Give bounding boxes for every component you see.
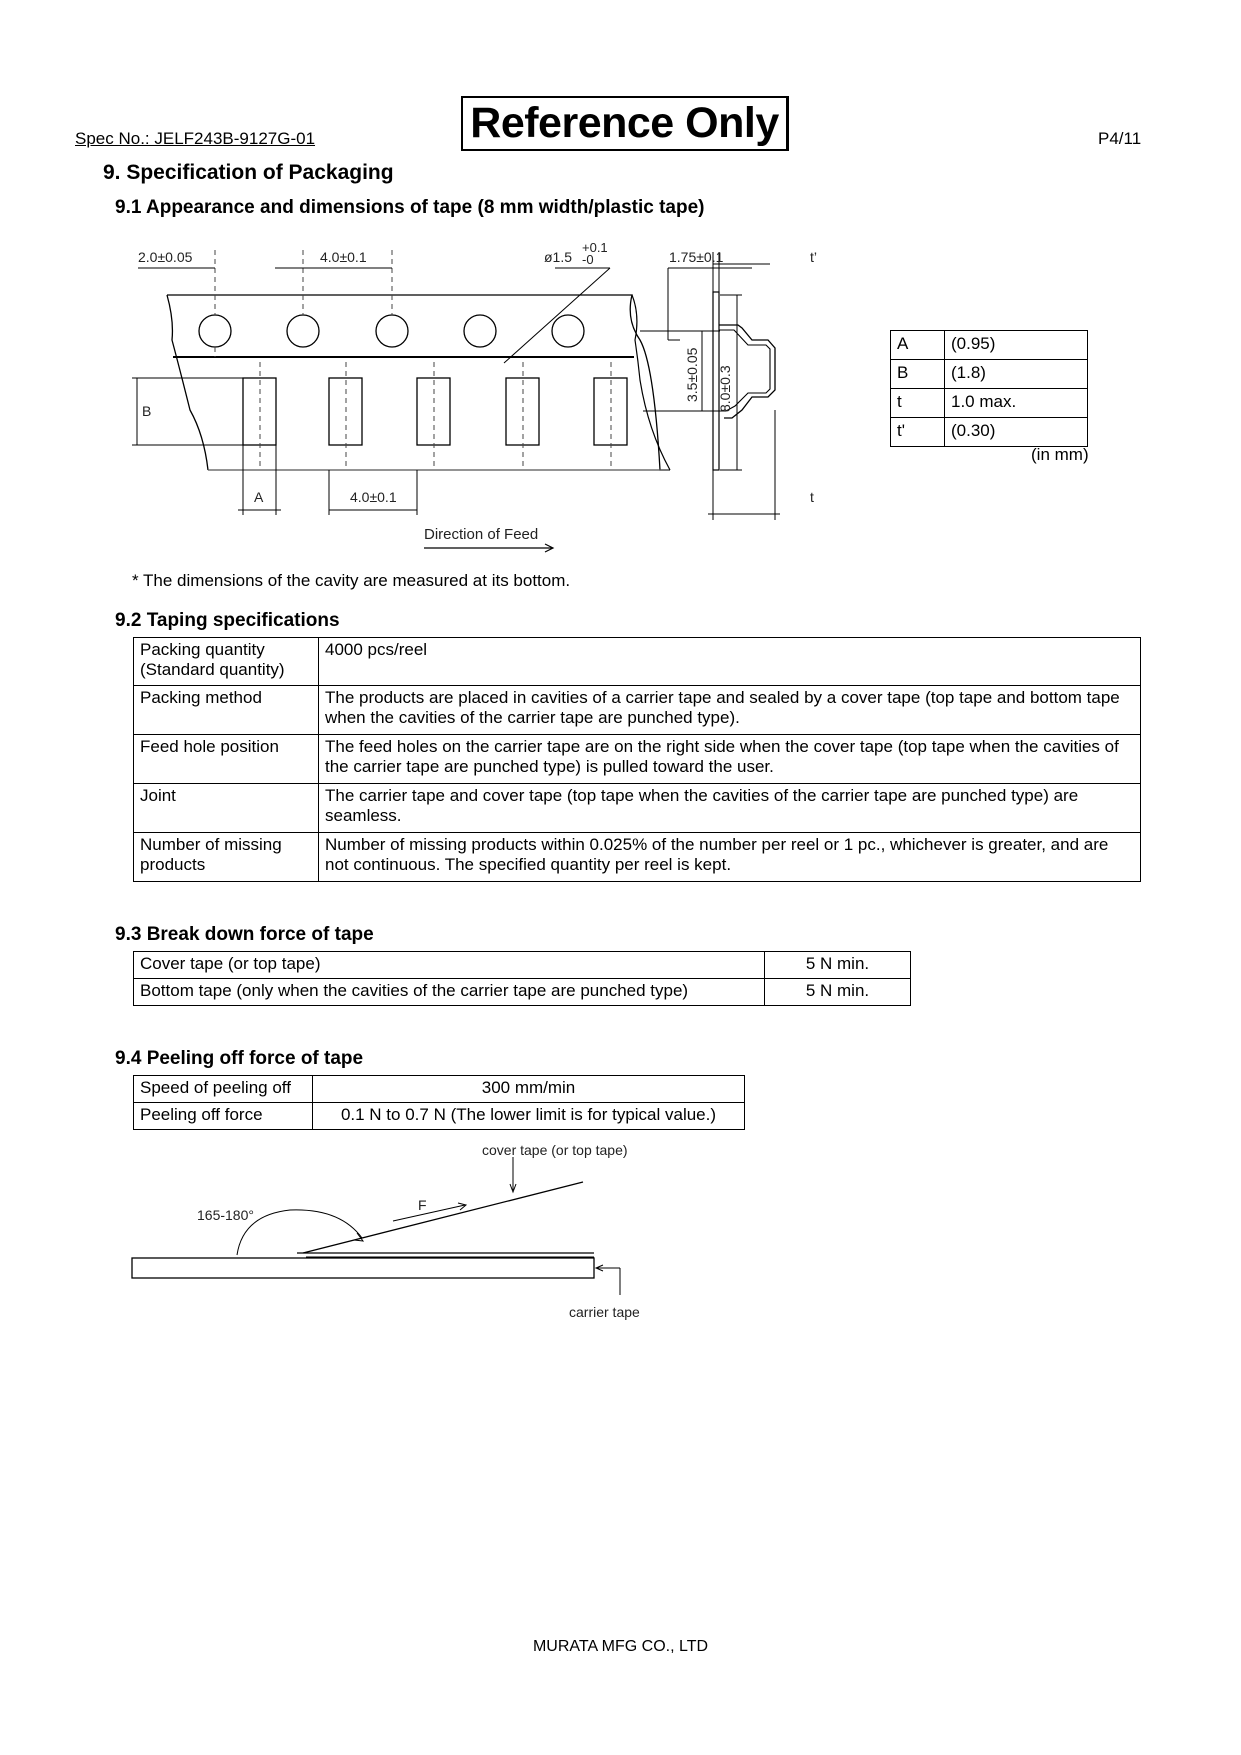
footer-company: MURATA MFG CO., LTD bbox=[532, 1638, 709, 1655]
dim-tprime-label: t’ bbox=[810, 249, 817, 265]
dim-key: A bbox=[891, 331, 945, 360]
dim-key: t bbox=[891, 389, 945, 418]
dim-key: t' bbox=[891, 418, 945, 447]
force-key: Cover tape (or top tape) bbox=[134, 952, 765, 979]
dim-hole-tol-minus-label: -0 bbox=[582, 252, 594, 267]
dim-value: (0.30) bbox=[945, 418, 1088, 447]
peel-key: Peeling off force bbox=[134, 1103, 313, 1130]
spec-value: The products are placed in cavities of a carrier tape and sealed by a cover tape (top tape and bottom tape when the cavities of the carrier tape are punched type). bbox=[319, 686, 1141, 735]
peel-value: 0.1 N to 0.7 N (The lower limit is for typical value.) bbox=[313, 1103, 745, 1130]
peeling-force-table bbox=[133, 1075, 745, 1130]
dim-value: (1.8) bbox=[945, 360, 1088, 389]
taping-spec-table bbox=[133, 637, 1141, 882]
dim-cavity-pitch-label: 4.0±0.1 bbox=[350, 489, 397, 505]
dim-tape-width-label: 8.0±0.3 bbox=[717, 365, 733, 412]
dim-value: (0.95) bbox=[945, 331, 1088, 360]
cavity-note: * The dimensions of the cavity are measured at its bottom. bbox=[132, 571, 571, 590]
table-row bbox=[134, 735, 1141, 784]
dim-edge-label: 1.75±0.1 bbox=[669, 249, 724, 265]
force-label: F bbox=[418, 1197, 427, 1213]
dim-value: 1.0 max. bbox=[945, 389, 1088, 418]
table-row bbox=[134, 638, 1141, 686]
peel-key: Speed of peeling off bbox=[134, 1076, 313, 1103]
table-row bbox=[134, 952, 911, 979]
dim-a-label: A bbox=[254, 489, 264, 505]
unit-label: (in mm) bbox=[1031, 445, 1089, 464]
spec-key: Joint bbox=[134, 784, 319, 833]
direction-of-feed-label: Direction of Feed bbox=[424, 526, 539, 543]
dim-hole-tol-plus-label: +0.1 bbox=[582, 240, 608, 255]
spec-number: Spec No.: JELF243B-9127G-01 bbox=[75, 129, 316, 148]
dim-hole-pitch-label: 4.0±0.1 bbox=[320, 249, 367, 265]
table-row bbox=[891, 418, 1088, 447]
reference-only-stamp: Reference Only bbox=[461, 96, 789, 151]
table-row bbox=[134, 686, 1141, 735]
section-title: 9. Specification of Packaging bbox=[103, 161, 394, 184]
dim-b-label: B bbox=[142, 403, 152, 419]
cover-tape-label: cover tape (or top tape) bbox=[482, 1142, 628, 1158]
spec-value: The feed holes on the carrier tape are on the right side when the cover tape (top tape when the cavities of the carrier tape are punched type) is pulled toward the user. bbox=[319, 735, 1141, 784]
angle-label: 165-180° bbox=[197, 1207, 254, 1223]
subsection-9-4-title: 9.4 Peeling off force of tape bbox=[115, 1048, 364, 1069]
table-row bbox=[134, 1076, 745, 1103]
peel-value: 300 mm/min bbox=[313, 1076, 745, 1103]
table-row bbox=[891, 389, 1088, 418]
spec-value: The carrier tape and cover tape (top tape when the cavities of the carrier tape are punched type) are seamless. bbox=[319, 784, 1141, 833]
dim-t-label: t bbox=[810, 489, 814, 505]
subsection-9-3-title: 9.3 Break down force of tape bbox=[115, 924, 374, 945]
spec-key: Feed hole position bbox=[134, 735, 319, 784]
break-down-force-table bbox=[133, 951, 911, 1006]
spec-value: Number of missing products within 0.025% of the number per reel or 1 pc., whichever is greater, and are not continuous. The specified quantity per reel is kept. bbox=[319, 833, 1141, 882]
subsection-9-1-title: 9.1 Appearance and dimensions of tape (8 mm width/plastic tape) bbox=[115, 197, 705, 218]
cavity-dimension-table bbox=[890, 330, 1088, 447]
force-value: 5 N min. bbox=[765, 979, 911, 1006]
page-number: P4/11 bbox=[1098, 129, 1142, 148]
dim-feed-hole-pitch-label: 2.0±0.05 bbox=[138, 249, 193, 265]
table-row bbox=[134, 784, 1141, 833]
table-row bbox=[891, 360, 1088, 389]
table-row bbox=[134, 833, 1141, 882]
peeling-diagram bbox=[125, 1130, 685, 1330]
carrier-tape-label: carrier tape bbox=[569, 1304, 640, 1320]
spec-key: Packing quantity (Standard quantity) bbox=[134, 638, 319, 686]
subsection-9-2-title: 9.2 Taping specifications bbox=[115, 610, 340, 631]
table-row bbox=[134, 1103, 745, 1130]
table-row bbox=[891, 331, 1088, 360]
dim-key: B bbox=[891, 360, 945, 389]
force-key: Bottom tape (only when the cavities of the carrier tape are punched type) bbox=[134, 979, 765, 1006]
spec-value: 4000 pcs/reel bbox=[319, 638, 1141, 686]
dim-hole-diameter-label: ø1.5 bbox=[544, 249, 573, 265]
tape-dimension-drawing bbox=[120, 230, 880, 560]
spec-key: Number of missing products bbox=[134, 833, 319, 882]
force-value: 5 N min. bbox=[765, 952, 911, 979]
table-row bbox=[134, 979, 911, 1006]
dim-hole-to-cavity-label: 3.5±0.05 bbox=[684, 347, 700, 402]
spec-key: Packing method bbox=[134, 686, 319, 735]
